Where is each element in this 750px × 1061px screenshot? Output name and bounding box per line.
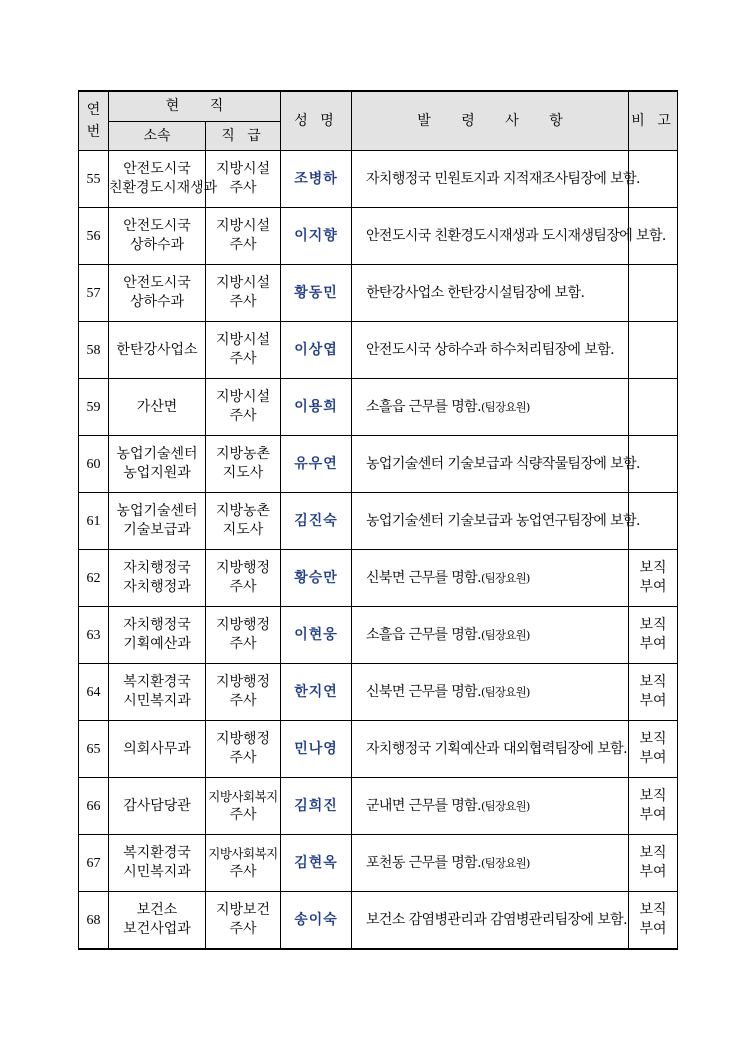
- order-tag: (팀장요원): [480, 399, 530, 414]
- order-tag: (팀장요원): [480, 798, 530, 813]
- table-row: [79, 493, 678, 550]
- note-line-1: 보직: [639, 674, 667, 690]
- rank-line-1: 지방농촌: [215, 446, 271, 462]
- person-name: 조병하: [294, 170, 338, 187]
- row-note: [629, 664, 678, 721]
- row-department: [109, 436, 206, 493]
- order-text: 군내면 근무를 명함.: [366, 797, 481, 814]
- personnel-order-table: [78, 90, 678, 950]
- rank-line-2: 주사: [229, 864, 257, 880]
- order-text: 한탄강사업소 한탄강시설팀장에 보함.: [366, 284, 585, 301]
- row-order: [352, 208, 666, 265]
- person-name: 민나영: [294, 740, 338, 757]
- table-row: [79, 208, 678, 265]
- table-row: [79, 778, 678, 835]
- row-rank: [206, 151, 281, 208]
- row-name: [281, 151, 352, 208]
- order-tag: (팀장요원): [480, 855, 530, 870]
- row-number: 65: [79, 721, 109, 778]
- row-number: 58: [79, 322, 109, 379]
- header-name: 성 명: [281, 91, 352, 151]
- row-name: [281, 721, 352, 778]
- rank-line-2: 주사: [229, 921, 257, 937]
- department-line-1: 가산면: [136, 398, 178, 415]
- row-name: [281, 436, 352, 493]
- row-order: [352, 664, 629, 721]
- department-line-1: 안전도시국: [123, 275, 191, 291]
- row-number: 61: [79, 493, 109, 550]
- rank-line-1: 지방농촌: [215, 503, 271, 519]
- row-department: [109, 892, 206, 950]
- row-number: 63: [79, 607, 109, 664]
- row-order: [352, 892, 629, 950]
- row-name: [281, 265, 352, 322]
- row-department: [109, 778, 206, 835]
- rank-line-2: 주사: [229, 693, 257, 709]
- row-number: 55: [79, 151, 109, 208]
- row-rank: [206, 721, 281, 778]
- person-name: 한지연: [294, 683, 338, 700]
- row-number: 64: [79, 664, 109, 721]
- row-number: 56: [79, 208, 109, 265]
- table-row: [79, 436, 678, 493]
- row-name: [281, 835, 352, 892]
- note-line-1: 보직: [639, 788, 667, 804]
- rank-line-2: 주사: [229, 750, 257, 766]
- person-name: 김희진: [294, 797, 338, 814]
- order-text: 신북면 근무를 명함.: [366, 683, 481, 700]
- row-department: [109, 322, 206, 379]
- row-rank: [206, 208, 281, 265]
- row-name: [281, 778, 352, 835]
- row-name: [281, 493, 352, 550]
- department-line-1: 농업기술센터: [116, 446, 198, 462]
- rank-line-2: 주사: [229, 408, 257, 424]
- row-note: [629, 778, 678, 835]
- department-line-1: 복지환경국: [123, 845, 191, 861]
- header-seq: [79, 91, 109, 151]
- note-line-1: 보직: [639, 617, 667, 633]
- table-row: [79, 265, 678, 322]
- person-name: 이현웅: [294, 626, 338, 643]
- department-line-1: 한탄강사업소: [116, 341, 198, 358]
- rank-line-2: 주사: [229, 351, 257, 367]
- row-order: [352, 778, 629, 835]
- department-line-2: 상하수과: [129, 294, 185, 310]
- order-text: 포천동 근무를 명함.: [366, 854, 481, 871]
- department-line-2: 보건사업과: [123, 921, 191, 937]
- header-current-position: 현 직: [109, 91, 281, 122]
- row-number: 62: [79, 550, 109, 607]
- department-line-2: 기획예산과: [123, 636, 191, 652]
- row-department: [109, 208, 206, 265]
- row-rank: [206, 265, 281, 322]
- row-number: 59: [79, 379, 109, 436]
- row-number: 57: [79, 265, 109, 322]
- person-name: 황승만: [294, 569, 338, 586]
- note-line-2: 부여: [639, 579, 667, 595]
- department-line-1: 자치행정국: [123, 560, 191, 576]
- row-department: [109, 721, 206, 778]
- row-name: [281, 322, 352, 379]
- row-order: [352, 493, 640, 550]
- order-text: 소흘읍 근무를 명함.: [366, 626, 481, 643]
- row-note: [629, 835, 678, 892]
- row-rank: [206, 322, 281, 379]
- table-row: [79, 550, 678, 607]
- row-rank: [206, 778, 281, 835]
- rank-line-1: 지방행정: [215, 617, 271, 633]
- row-rank: [206, 607, 281, 664]
- rank-line-1: 지방시설: [215, 389, 271, 405]
- table-row: [79, 322, 678, 379]
- table-row: [79, 721, 678, 778]
- row-name: [281, 208, 352, 265]
- table-row: [79, 607, 678, 664]
- row-note: [629, 721, 678, 778]
- order-text: 소흘읍 근무를 명함.: [366, 398, 481, 415]
- order-text: 자치행정국 민원토지과 지적재조사팀장에 보함.: [366, 170, 640, 187]
- rank-line-2: 지도사: [222, 465, 264, 481]
- rank-line-1: 지방시설: [215, 218, 271, 234]
- note-line-2: 부여: [639, 636, 667, 652]
- department-line-2: 상하수과: [129, 237, 185, 253]
- rank-line-2: 주사: [229, 807, 257, 823]
- rank-line-1: 지방보건: [215, 902, 271, 918]
- row-rank: [206, 436, 281, 493]
- order-tag: (팀장요원): [480, 627, 530, 642]
- order-text: 안전도시국 친환경도시재생과 도시재생팀장에 보함.: [366, 227, 666, 244]
- row-department: [109, 550, 206, 607]
- row-note: [629, 322, 678, 379]
- header-dept: 소속: [109, 122, 206, 151]
- department-line-1: 의회사무과: [123, 740, 191, 757]
- person-name: 이용희: [294, 398, 338, 415]
- table-row: [79, 892, 678, 950]
- header-seq-label: 연 번: [86, 102, 101, 140]
- rank-line-1: 지방시설: [215, 161, 271, 177]
- department-line-1: 농업기술센터: [116, 503, 198, 519]
- department-line-1: 보건소: [136, 902, 178, 918]
- person-name: 황동민: [294, 284, 338, 301]
- row-name: [281, 550, 352, 607]
- person-name: 송이숙: [294, 911, 338, 928]
- rank-line-2: 주사: [229, 294, 257, 310]
- row-department: [109, 265, 206, 322]
- row-name: [281, 607, 352, 664]
- row-rank: [206, 835, 281, 892]
- department-line-2: 기술보급과: [123, 522, 191, 538]
- order-text: 안전도시국 상하수과 하수처리팀장에 보함.: [366, 341, 615, 358]
- note-line-1: 보직: [639, 902, 667, 918]
- rank-line-1: 지방사회복지: [208, 846, 278, 861]
- note-line-2: 부여: [639, 750, 667, 766]
- row-department: [109, 379, 206, 436]
- row-number: 68: [79, 892, 109, 950]
- table-body: [79, 151, 678, 950]
- row-note: [629, 379, 678, 436]
- row-department: [109, 151, 218, 208]
- department-line-2: 시민복지과: [123, 693, 191, 709]
- department-line-1: 자치행정국: [123, 617, 191, 633]
- order-text: 신북면 근무를 명함.: [366, 569, 481, 586]
- rank-line-2: 주사: [229, 636, 257, 652]
- row-order: [352, 265, 629, 322]
- row-order: [352, 607, 629, 664]
- row-order: [352, 322, 629, 379]
- row-name: [281, 664, 352, 721]
- row-rank: [206, 550, 281, 607]
- order-tag: (팀장요원): [480, 570, 530, 585]
- rank-line-1: 지방행정: [215, 674, 271, 690]
- rank-line-1: 지방시설: [215, 332, 271, 348]
- note-line-2: 부여: [639, 807, 667, 823]
- note-line-1: 보직: [639, 731, 667, 747]
- row-rank: [206, 892, 281, 950]
- rank-line-1: 지방행정: [215, 560, 271, 576]
- table-row: [79, 835, 678, 892]
- row-department: [109, 493, 206, 550]
- rank-line-2: 주사: [229, 579, 257, 595]
- department-line-2: 친환경도시재생과: [109, 180, 218, 196]
- table-row: [79, 664, 678, 721]
- row-name: [281, 379, 352, 436]
- row-order: [352, 151, 640, 208]
- department-line-1: 안전도시국: [123, 218, 191, 234]
- note-line-1: 보직: [639, 560, 667, 576]
- header-rank: 직 급: [206, 122, 281, 151]
- row-number: 67: [79, 835, 109, 892]
- row-department: [109, 664, 206, 721]
- department-line-1: 복지환경국: [123, 674, 191, 690]
- row-department: [109, 835, 206, 892]
- department-line-1: 감사담당관: [123, 797, 191, 814]
- order-text: 보건소 감염병관리과 감염병관리팀장에 보함.: [366, 911, 627, 928]
- row-number: 66: [79, 778, 109, 835]
- order-text: 농업기술센터 기술보급과 식량작물팀장에 보함.: [366, 455, 640, 472]
- row-order: [352, 721, 629, 778]
- rank-line-2: 주사: [229, 237, 257, 253]
- row-number: 60: [79, 436, 109, 493]
- row-order: [352, 436, 640, 493]
- rank-line-1: 지방사회복지: [208, 789, 278, 804]
- person-name: 유우연: [294, 455, 338, 472]
- person-name: 이지향: [294, 227, 338, 244]
- order-text: 자치행정국 기획예산과 대외협력팀장에 보함.: [366, 740, 627, 757]
- rank-line-1: 지방행정: [215, 731, 271, 747]
- row-rank: [206, 664, 281, 721]
- note-line-2: 부여: [639, 921, 667, 937]
- department-line-2: 시민복지과: [123, 864, 191, 880]
- header-order: 발 령 사 항: [352, 91, 629, 151]
- row-name: [281, 892, 352, 950]
- order-text: 농업기술센터 기술보급과 농업연구팀장에 보함.: [366, 512, 640, 529]
- table-row: [79, 151, 678, 208]
- rank-line-2: 지도사: [222, 522, 264, 538]
- row-note: [629, 265, 678, 322]
- note-line-2: 부여: [639, 864, 667, 880]
- person-name: 김진숙: [294, 512, 338, 529]
- order-tag: (팀장요원): [480, 684, 530, 699]
- row-order: [352, 835, 629, 892]
- header-note: 비 고: [629, 91, 678, 151]
- row-note: [629, 892, 678, 950]
- rank-line-1: 지방시설: [215, 275, 271, 291]
- row-note: [629, 550, 678, 607]
- department-line-2: 농업지원과: [123, 465, 191, 481]
- department-line-1: 안전도시국: [123, 161, 191, 177]
- note-line-1: 보직: [639, 845, 667, 861]
- note-line-2: 부여: [639, 693, 667, 709]
- row-department: [109, 607, 206, 664]
- row-order: [352, 379, 629, 436]
- person-name: 이상엽: [294, 341, 338, 358]
- department-line-2: 자치행정과: [123, 579, 191, 595]
- row-note: [629, 607, 678, 664]
- row-order: [352, 550, 629, 607]
- person-name: 김현옥: [294, 854, 338, 871]
- rank-line-2: 주사: [229, 180, 257, 196]
- row-rank: [206, 493, 281, 550]
- row-rank: [206, 379, 281, 436]
- table-row: [79, 379, 678, 436]
